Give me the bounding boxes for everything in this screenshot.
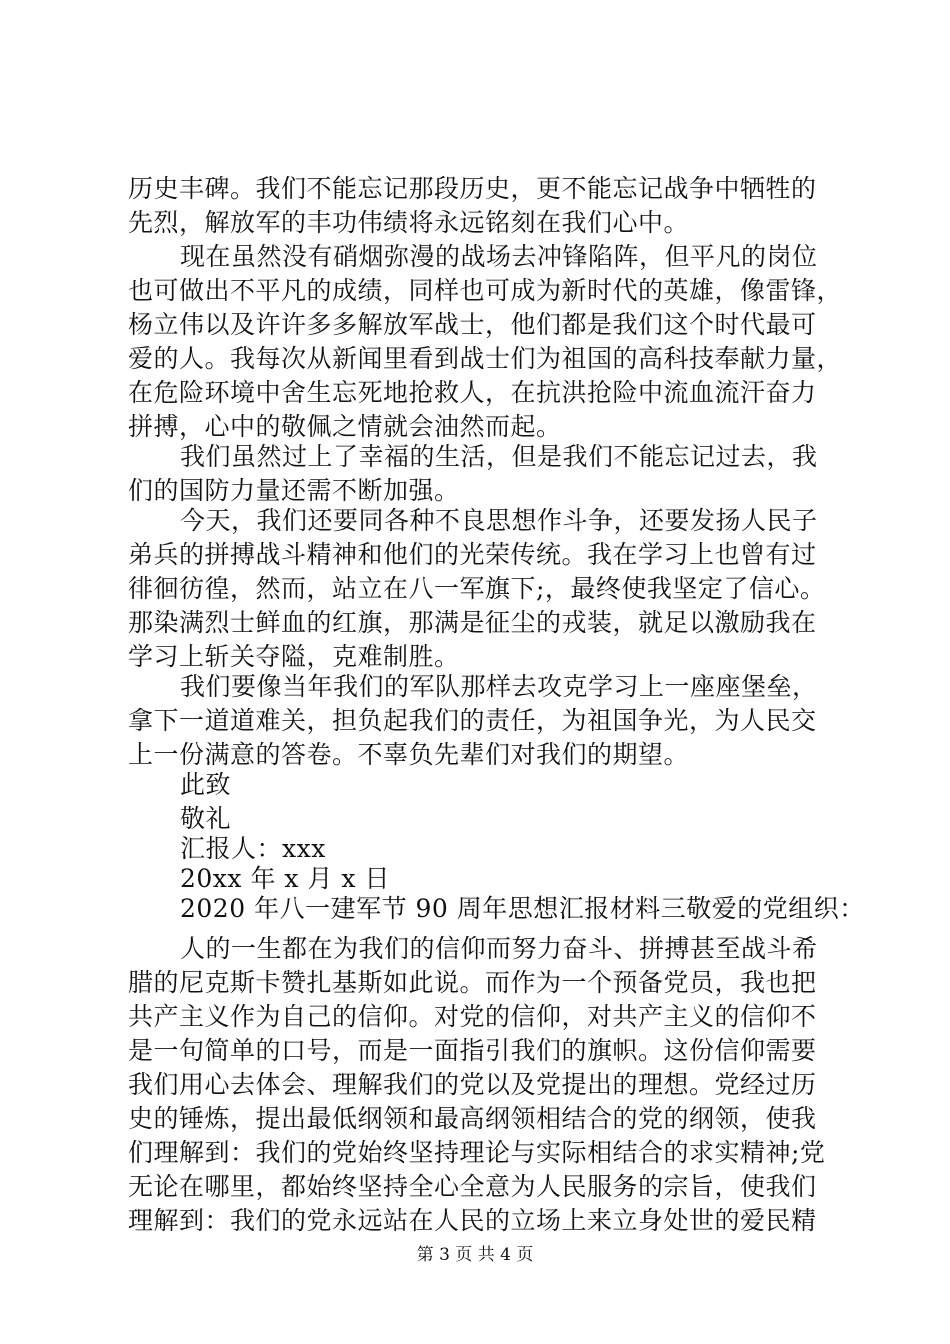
text-line: 共产主义作为自己的信仰。对党的信仰，对共产主义的信仰不 — [128, 1002, 817, 1031]
text-line: 徘徊彷徨，然而，站立在八一军旗下;，最终使我坚定了信心。 — [128, 574, 826, 603]
text-line: 们的国防力量还需不断加强。 — [128, 476, 460, 505]
page-footer: 第 3 页 共 4 页 — [416, 1245, 534, 1265]
text-line: 我们要像当年我们的军队那样去攻克学习上一座座堡垒， — [180, 672, 818, 701]
text-line: 我们用心去体会、理解我们的党以及党提出的理想。党经过历 — [128, 1070, 817, 1099]
reporter-line: 汇报人：xxx — [180, 834, 326, 863]
text-line: 拼搏，心中的敬佩之情就会油然而起。 — [128, 412, 562, 441]
text-line: 是一句简单的口号，而是一面指引我们的旗帜。这份信仰需要 — [128, 1036, 817, 1065]
text-line: 爱的人。我每次从新闻里看到战士们为祖国的高科技奉献力量， — [128, 344, 843, 373]
text-line: 现在虽然没有硝烟弥漫的战场去冲锋陷阵，但平凡的岗位 — [180, 242, 818, 271]
text-line: 上一份满意的答卷。不辜负先辈们对我们的期望。 — [128, 740, 690, 769]
text-line: 人的一生都在为我们的信仰而努力奋斗、拼搏甚至战斗希 — [180, 934, 818, 963]
text-line: 无论在哪里，都始终坚持全心全意为人民服务的宗旨，使我们 — [128, 1172, 817, 1201]
text-line: 腊的尼克斯卡赞扎基斯如此说。而作为一个预备党员，我也把 — [128, 968, 817, 997]
text-line: 在危险环境中舍生忘死地抢救人，在抗洪抢险中流血流汗奋力 — [128, 378, 817, 407]
section-heading: 2020 年八一建军节 90 周年思想汇报材料三敬爱的党组织： — [180, 894, 865, 923]
text-line: 我们虽然过上了幸福的生活，但是我们不能忘记过去，我 — [180, 442, 818, 471]
closing-regards: 敬礼 — [180, 804, 232, 833]
text-line: 那染满烈士鲜血的红旗，那满是征尘的戎装，就足以激励我在 — [128, 608, 817, 637]
text-line: 理解到：我们的党永远站在人民的立场上来立身处世的爱民精 — [128, 1206, 817, 1235]
text-line: 也可做出不平凡的成绩，同样也可成为新时代的英雄，像雷锋， — [128, 276, 843, 305]
text-line: 先烈，解放军的丰功伟绩将永远铭刻在我们心中。 — [128, 208, 690, 237]
text-line: 们理解到：我们的党始终坚持理论与实际相结合的求实精神;党 — [128, 1138, 826, 1167]
text-line: 拿下一道道难关，担负起我们的责任，为祖国争光，为人民交 — [128, 706, 817, 735]
text-line: 史的锤炼，提出最低纲领和最高纲领相结合的党的纲领，使我 — [128, 1104, 817, 1133]
text-line: 历史丰碑。我们不能忘记那段历史，更不能忘记战争中牺牲的 — [128, 174, 817, 203]
text-line: 学习上斩关夺隘，克难制胜。 — [128, 642, 460, 671]
text-line: 今天，我们还要同各种不良思想作斗争，还要发扬人民子 — [180, 506, 818, 535]
text-line: 杨立伟以及许许多多解放军战士，他们都是我们这个时代最可 — [128, 310, 817, 339]
text-line: 弟兵的拼搏战斗精神和他们的光荣传统。我在学习上也曾有过 — [128, 540, 817, 569]
date-line: 20xx 年 x 月 x 日 — [180, 864, 390, 893]
closing-salutation: 此致 — [180, 770, 232, 799]
